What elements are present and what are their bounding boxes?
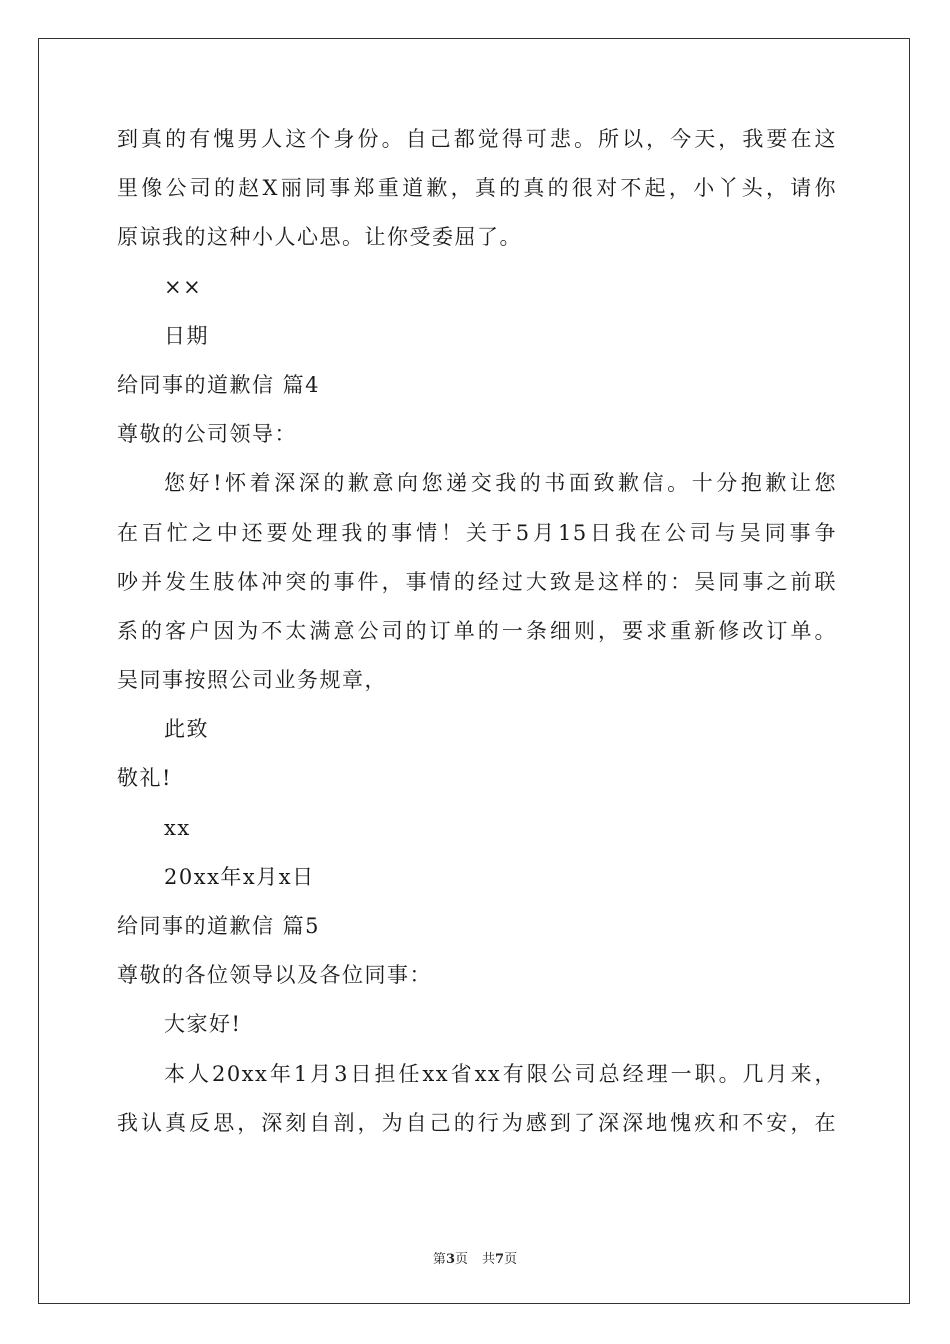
section-heading: 给同事的道歉信 篇4 bbox=[117, 372, 321, 397]
closing-line: 此致 bbox=[164, 717, 209, 742]
page-prefix: 第 bbox=[432, 1252, 446, 1267]
body-line: 本人20xx年1月3日担任xx省xx有限公司总经理一职。几月来， bbox=[164, 1061, 837, 1086]
section-heading: 给同事的道歉信 篇5 bbox=[117, 914, 321, 938]
body-line: 您好!怀着深深的歉意向您递交我的书面致歉信。十分抱歉让您 bbox=[164, 471, 837, 496]
current-page-number: 3 bbox=[445, 1252, 455, 1267]
body-line: 吵并发生肢体冲突的事件，事情的经过大致是这样的：吴同事之前联 bbox=[117, 569, 837, 594]
salutation: 尊敬的公司领导： bbox=[117, 422, 297, 447]
signature-name: xx bbox=[164, 815, 191, 840]
signature-date: 20xx年x月x日 bbox=[164, 864, 315, 889]
page-label: 页 bbox=[454, 1252, 468, 1267]
total-suffix: 页 bbox=[504, 1252, 518, 1267]
body-line: 在百忙之中还要处理我的事情！关于5月15日我在公司与吴同事争 bbox=[117, 520, 837, 545]
signature-date: 日期 bbox=[164, 323, 209, 348]
body-line: 原谅我的这种小人心思。让你受委屈了。 bbox=[117, 225, 522, 250]
body-line: 吴同事按照公司业务规章， bbox=[117, 668, 387, 693]
greeting: 大家好! bbox=[164, 1012, 242, 1037]
total-page-number: 7 bbox=[495, 1252, 505, 1267]
body-line: 我认真反思，深刻自剖，为自己的行为感到了深深地愧疚和不安，在 bbox=[117, 1110, 837, 1135]
body-line: 系的客户因为不太满意公司的订单的一条细则，要求重新修改订单。 bbox=[117, 618, 837, 643]
salutation: 尊敬的各位领导以及各位同事： bbox=[117, 963, 432, 988]
page-number-footer bbox=[0, 1248, 950, 1267]
signature-name: ×× bbox=[164, 274, 203, 299]
document-body bbox=[117, 124, 837, 1157]
body-line: 到真的有愧男人这个身份。自己都觉得可悲。所以，今天，我要在这 bbox=[117, 127, 837, 151]
body-line: 里像公司的赵X丽同事郑重道歉，真的真的很对不起，小丫头，请你 bbox=[117, 176, 837, 201]
closing-line: 敬礼! bbox=[117, 766, 172, 791]
total-prefix: 共 bbox=[482, 1252, 496, 1267]
